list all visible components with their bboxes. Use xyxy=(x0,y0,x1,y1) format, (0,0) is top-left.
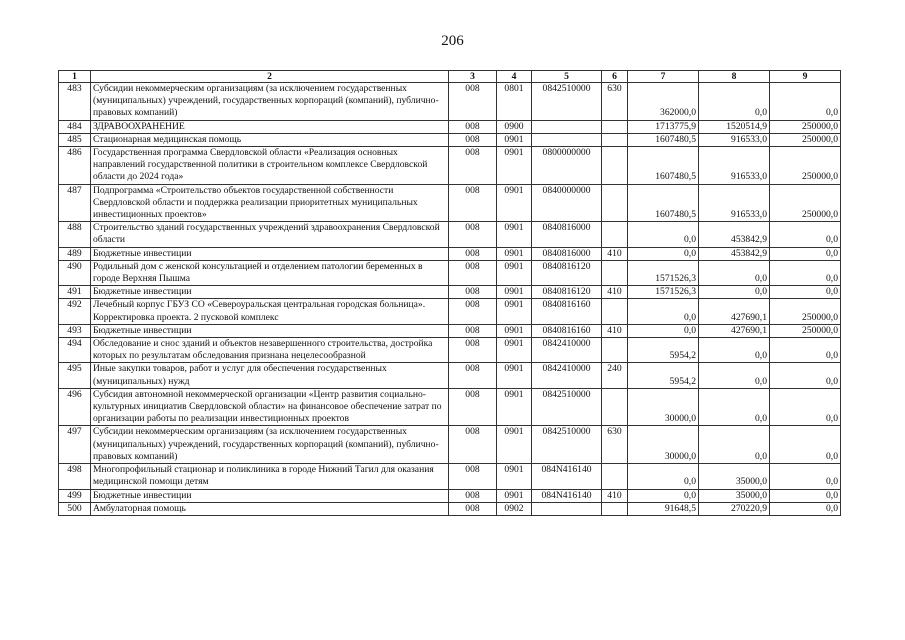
page-number: 206 xyxy=(441,33,464,49)
expense-type-code xyxy=(602,133,628,146)
amount-col-7: 1571526,3 xyxy=(628,260,699,285)
row-number: 497 xyxy=(59,426,91,464)
amount-col-7: 0,0 xyxy=(628,247,699,260)
section-code: 0901 xyxy=(497,147,532,185)
amount-col-9: 0,0 xyxy=(770,464,841,489)
expense-type-code xyxy=(602,260,628,285)
expense-type-code: 410 xyxy=(602,247,628,260)
row-name: ЗДРАВООХРАНЕНИЕ xyxy=(91,120,449,133)
amount-col-8: 35000,0 xyxy=(699,464,770,489)
row-number: 500 xyxy=(59,502,91,515)
section-code: 0901 xyxy=(497,133,532,146)
amount-col-7: 0,0 xyxy=(628,489,699,502)
target-article-code: 0800000000 xyxy=(532,147,602,185)
section-code: 0900 xyxy=(497,120,532,133)
column-header: 6 xyxy=(602,71,628,83)
amount-col-9: 250000,0 xyxy=(770,184,841,222)
expense-type-code xyxy=(602,120,628,133)
ministry-code: 008 xyxy=(449,120,497,133)
section-code: 0901 xyxy=(497,426,532,464)
row-name: Лечебный корпус ГБУЗ СО «Североуральская центральная городская больница». Корректировка проекта. 2 пусковой комплекс xyxy=(91,299,449,324)
expense-type-code xyxy=(602,147,628,185)
column-header: 8 xyxy=(699,71,770,83)
section-code: 0901 xyxy=(497,464,532,489)
row-number: 485 xyxy=(59,133,91,146)
table-row xyxy=(59,338,841,363)
amount-col-7: 1607480,5 xyxy=(628,133,699,146)
amount-col-7: 1607480,5 xyxy=(628,147,699,185)
amount-col-9: 250000,0 xyxy=(770,147,841,185)
expense-type-code: 240 xyxy=(602,363,628,388)
target-article-code: 0840000000 xyxy=(532,184,602,222)
amount-col-7: 91648,5 xyxy=(628,502,699,515)
row-number: 498 xyxy=(59,464,91,489)
amount-col-7: 30000,0 xyxy=(628,388,699,426)
section-code: 0901 xyxy=(497,388,532,426)
expense-type-code xyxy=(602,502,628,515)
amount-col-8: 0,0 xyxy=(699,388,770,426)
table-row xyxy=(59,120,841,133)
amount-col-8: 916533,0 xyxy=(699,184,770,222)
section-code: 0902 xyxy=(497,502,532,515)
section-code: 0901 xyxy=(497,489,532,502)
row-number: 495 xyxy=(59,363,91,388)
ministry-code: 008 xyxy=(449,324,497,337)
amount-col-9: 0,0 xyxy=(770,247,841,260)
amount-col-8: 0,0 xyxy=(699,260,770,285)
amount-col-9: 0,0 xyxy=(770,489,841,502)
column-header: 5 xyxy=(532,71,602,83)
target-article-code: 0842410000 xyxy=(532,338,602,363)
row-name: Субсидии некоммерческим организациям (за исключением государственных (муниципальных) учреждений, государственных корпораций (компаний), публично-правовых компаний) xyxy=(91,83,449,121)
expense-type-code: 410 xyxy=(602,286,628,299)
target-article-code: 0842510000 xyxy=(532,388,602,426)
amount-col-7: 5954,2 xyxy=(628,338,699,363)
ministry-code: 008 xyxy=(449,502,497,515)
section-code: 0901 xyxy=(497,324,532,337)
column-header-row xyxy=(59,71,841,83)
amount-col-8: 0,0 xyxy=(699,363,770,388)
table-row xyxy=(59,222,841,247)
table-row xyxy=(59,299,841,324)
amount-col-8: 0,0 xyxy=(699,83,770,121)
amount-col-9: 0,0 xyxy=(770,286,841,299)
row-name: Субсидия автономной некоммерческой организации «Центр развития социально-культурных инициатив Свердловской области» на финансовое обеспечение затрат по организации работы по реализации инвестиционных проектов xyxy=(91,388,449,426)
section-code: 0901 xyxy=(497,222,532,247)
ministry-code: 008 xyxy=(449,247,497,260)
expense-type-code: 630 xyxy=(602,426,628,464)
row-name: Бюджетные инвестиции xyxy=(91,286,449,299)
ministry-code: 008 xyxy=(449,147,497,185)
amount-col-8: 35000,0 xyxy=(699,489,770,502)
target-article-code: 084N416140 xyxy=(532,464,602,489)
amount-col-7: 0,0 xyxy=(628,324,699,337)
expense-type-code: 410 xyxy=(602,324,628,337)
amount-col-9: 0,0 xyxy=(770,222,841,247)
table-row xyxy=(59,147,841,185)
row-number: 493 xyxy=(59,324,91,337)
row-name: Бюджетные инвестиции xyxy=(91,489,449,502)
row-name: Стационарная медицинская помощь xyxy=(91,133,449,146)
section-code: 0901 xyxy=(497,286,532,299)
section-code: 0801 xyxy=(497,83,532,121)
table-row xyxy=(59,260,841,285)
section-code: 0901 xyxy=(497,338,532,363)
amount-col-9: 0,0 xyxy=(770,363,841,388)
column-header: 9 xyxy=(770,71,841,83)
ministry-code: 008 xyxy=(449,286,497,299)
target-article-code: 0840816160 xyxy=(532,324,602,337)
amount-col-7: 1571526,3 xyxy=(628,286,699,299)
row-number: 492 xyxy=(59,299,91,324)
row-number: 489 xyxy=(59,247,91,260)
amount-col-8: 0,0 xyxy=(699,426,770,464)
amount-col-8: 270220,9 xyxy=(699,502,770,515)
expense-type-code xyxy=(602,338,628,363)
ministry-code: 008 xyxy=(449,363,497,388)
row-number: 484 xyxy=(59,120,91,133)
row-number: 499 xyxy=(59,489,91,502)
ministry-code: 008 xyxy=(449,260,497,285)
target-article-code: 084N416140 xyxy=(532,489,602,502)
target-article-code xyxy=(532,133,602,146)
table-row xyxy=(59,286,841,299)
ministry-code: 008 xyxy=(449,426,497,464)
amount-col-9: 0,0 xyxy=(770,502,841,515)
amount-col-9: 250000,0 xyxy=(770,120,841,133)
column-header: 2 xyxy=(91,71,449,83)
row-name: Обследование и снос зданий и объектов незавершенного строительства, достройка которых по результатам обследования признана нецелесообразной xyxy=(91,338,449,363)
table-row xyxy=(59,324,841,337)
amount-col-8: 0,0 xyxy=(699,286,770,299)
target-article-code: 0840816000 xyxy=(532,247,602,260)
row-number: 488 xyxy=(59,222,91,247)
row-name: Амбулаторная помощь xyxy=(91,502,449,515)
amount-col-8: 0,0 xyxy=(699,338,770,363)
amount-col-7: 0,0 xyxy=(628,464,699,489)
amount-col-9: 0,0 xyxy=(770,260,841,285)
ministry-code: 008 xyxy=(449,338,497,363)
ministry-code: 008 xyxy=(449,133,497,146)
amount-col-9: 250000,0 xyxy=(770,133,841,146)
expense-type-code: 630 xyxy=(602,83,628,121)
column-header: 1 xyxy=(59,71,91,83)
target-article-code: 0840816000 xyxy=(532,222,602,247)
amount-col-8: 916533,0 xyxy=(699,133,770,146)
row-number: 494 xyxy=(59,338,91,363)
amount-col-7: 0,0 xyxy=(628,299,699,324)
row-number: 487 xyxy=(59,184,91,222)
table-row xyxy=(59,133,841,146)
ministry-code: 008 xyxy=(449,184,497,222)
ministry-code: 008 xyxy=(449,489,497,502)
target-article-code: 0840816160 xyxy=(532,299,602,324)
expense-type-code xyxy=(602,464,628,489)
target-article-code xyxy=(532,120,602,133)
table-row xyxy=(59,426,841,464)
row-name: Субсидии некоммерческим организациям (за исключением государственных (муниципальных) учреждений, государственных корпораций (компаний), публично-правовых компаний) xyxy=(91,426,449,464)
target-article-code: 0842510000 xyxy=(532,83,602,121)
expense-type-code xyxy=(602,388,628,426)
ministry-code: 008 xyxy=(449,388,497,426)
column-header: 3 xyxy=(449,71,497,83)
row-name: Бюджетные инвестиции xyxy=(91,247,449,260)
row-number: 486 xyxy=(59,147,91,185)
amount-col-7: 5954,2 xyxy=(628,363,699,388)
row-name: Иные закупки товаров, работ и услуг для обеспечения государственных (муниципальных) нужд xyxy=(91,363,449,388)
column-header: 4 xyxy=(497,71,532,83)
row-name: Государственная программа Свердловской области «Реализация основных направлений государственной политики в строительном комплексе Свердловской области до 2024 года» xyxy=(91,147,449,185)
amount-col-9: 0,0 xyxy=(770,426,841,464)
row-name: Родильный дом с женской консультацией и отделением патологии беременных в городе Верхняя Пышма xyxy=(91,260,449,285)
amount-col-9: 0,0 xyxy=(770,388,841,426)
table-row xyxy=(59,363,841,388)
table-row xyxy=(59,184,841,222)
amount-col-8: 1520514,9 xyxy=(699,120,770,133)
target-article-code: 0840816120 xyxy=(532,286,602,299)
ministry-code: 008 xyxy=(449,464,497,489)
table-row xyxy=(59,464,841,489)
amount-col-9: 0,0 xyxy=(770,83,841,121)
amount-col-9: 0,0 xyxy=(770,338,841,363)
expense-type-code xyxy=(602,222,628,247)
section-code: 0901 xyxy=(497,247,532,260)
section-code: 0901 xyxy=(497,363,532,388)
row-name: Бюджетные инвестиции xyxy=(91,324,449,337)
amount-col-8: 453842,9 xyxy=(699,247,770,260)
row-number: 483 xyxy=(59,83,91,121)
section-code: 0901 xyxy=(497,299,532,324)
expense-type-code xyxy=(602,299,628,324)
amount-col-8: 427690,1 xyxy=(699,299,770,324)
table-row xyxy=(59,388,841,426)
amount-col-8: 916533,0 xyxy=(699,147,770,185)
amount-col-9: 250000,0 xyxy=(770,324,841,337)
target-article-code: 0842410000 xyxy=(532,363,602,388)
section-code: 0901 xyxy=(497,260,532,285)
table-row xyxy=(59,489,841,502)
table-row xyxy=(59,502,841,515)
amount-col-7: 362000,0 xyxy=(628,83,699,121)
expense-type-code xyxy=(602,184,628,222)
amount-col-7: 1607480,5 xyxy=(628,184,699,222)
ministry-code: 008 xyxy=(449,299,497,324)
target-article-code: 0842510000 xyxy=(532,426,602,464)
amount-col-8: 453842,9 xyxy=(699,222,770,247)
column-header: 7 xyxy=(628,71,699,83)
amount-col-9: 250000,0 xyxy=(770,299,841,324)
target-article-code xyxy=(532,502,602,515)
expense-type-code: 410 xyxy=(602,489,628,502)
row-name: Строительство зданий государственных учреждений здравоохранения Свердловской области xyxy=(91,222,449,247)
row-name: Подпрограмма «Строительство объектов государственной собственности Свердловской области и поддержка реализации приоритетных муниципальных инвестиционных проектов» xyxy=(91,184,449,222)
ministry-code: 008 xyxy=(449,83,497,121)
amount-col-8: 427690,1 xyxy=(699,324,770,337)
section-code: 0901 xyxy=(497,184,532,222)
row-number: 491 xyxy=(59,286,91,299)
target-article-code: 0840816120 xyxy=(532,260,602,285)
row-number: 496 xyxy=(59,388,91,426)
ministry-code: 008 xyxy=(449,222,497,247)
row-number: 490 xyxy=(59,260,91,285)
budget-table xyxy=(58,70,841,516)
table-row xyxy=(59,247,841,260)
amount-col-7: 0,0 xyxy=(628,222,699,247)
amount-col-7: 30000,0 xyxy=(628,426,699,464)
row-name: Многопрофильный стационар и поликлиника в городе Нижний Тагил для оказания медицинской помощи детям xyxy=(91,464,449,489)
table-row xyxy=(59,83,841,121)
amount-col-7: 1713775,9 xyxy=(628,120,699,133)
